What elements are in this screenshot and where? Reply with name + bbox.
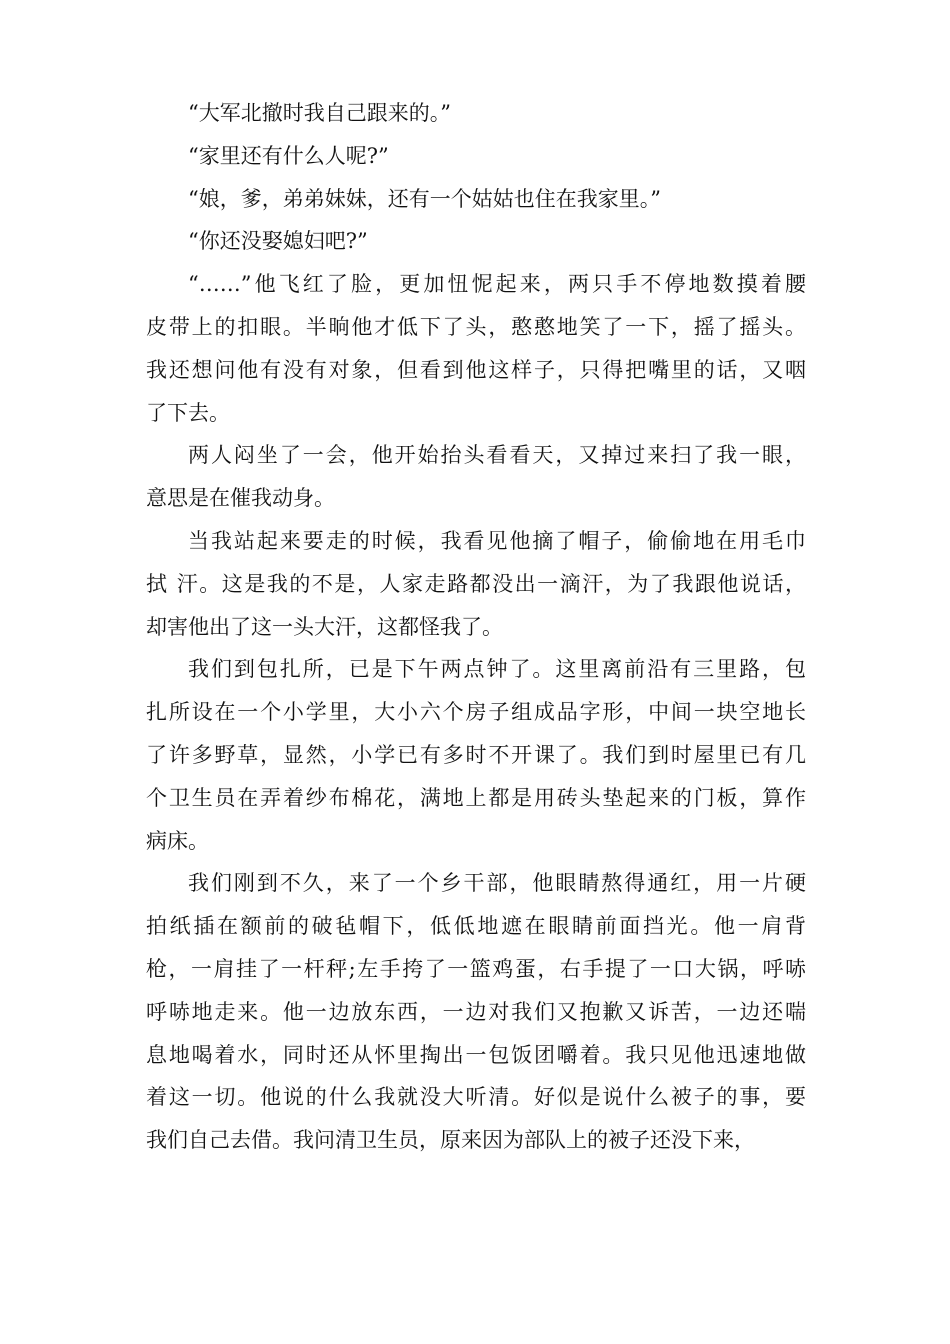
text-line: 着这一切。他说的什么我就没大听清。好似是说什么被子的事，要 xyxy=(146,1085,806,1110)
text-line: 我还想问他有没有对象，但看到他这样子，只得把嘴里的话，又咽 xyxy=(146,357,806,382)
text-line: 我们到包扎所，已是下午两点钟了。这里离前沿有三里路，包 xyxy=(188,657,806,682)
paragraph xyxy=(146,648,806,862)
text-line: 我们自己去借。我问清卫生员，原来因为部队上的被子还没下来， xyxy=(146,1128,755,1153)
text-line: 个卫生员在弄着纱布棉花，满地上都是用砖头垫起来的门板，算作 xyxy=(146,785,806,810)
text-line: 皮带上的扣眼。半晌他才低下了头，憨憨地笑了一下，摇了摇头。 xyxy=(146,314,806,339)
text-line: 拭 汗。这是我的不是，人家走路都没出一滴汗，为了我跟他说话， xyxy=(146,571,806,596)
paragraph xyxy=(146,135,806,178)
text-line: 两人闷坐了一会，他开始抬头看看天，又掉过来扫了我一眼， xyxy=(188,443,806,468)
body-text xyxy=(146,92,806,1162)
text-line: 息地喝着水，同时还从怀里掏出一包饭团嚼着。我只见他迅速地做 xyxy=(146,1042,806,1067)
text-line: “家里还有什么人呢?” xyxy=(188,143,389,168)
text-line: 扎所设在一个小学里，大小六个房子组成品字形，中间一块空地长 xyxy=(146,700,806,725)
paragraph xyxy=(146,220,806,263)
text-line: “……”他飞红了脸，更加忸怩起来，两只手不停地数摸着腰 xyxy=(188,272,806,297)
paragraph xyxy=(146,862,806,1162)
text-line: “大军北撤时我自己跟来的。” xyxy=(188,101,451,125)
paragraph xyxy=(146,92,806,135)
text-line: 却害他出了这一头大汗，这都怪我了。 xyxy=(146,614,503,639)
text-line: 枪，一肩挂了一杆秤;左手挎了一篮鸡蛋，右手提了一口大锅，呼哧 xyxy=(146,956,806,981)
text-line: 拍纸插在额前的破毡帽下，低低地遮在眼睛前面挡光。他一肩背 xyxy=(146,914,806,939)
text-line: “你还没娶媳妇吧?” xyxy=(188,229,368,254)
text-line: “娘，爹，弟弟妹妹，还有一个姑姑也住在我家里。” xyxy=(188,186,661,211)
text-line: 我们刚到不久，来了一个乡干部，他眼睛熬得通红，用一片硬 xyxy=(188,871,806,896)
text-line: 病床。 xyxy=(146,828,209,853)
paragraph xyxy=(146,520,806,648)
text-line: 呼哧地走来。他一边放东西，一边对我们又抱歉又诉苦，一边还喘 xyxy=(146,999,806,1024)
text-line: 了许多野草，显然，小学已有多时不开课了。我们到时屋里已有几 xyxy=(146,742,806,767)
text-line: 了下去。 xyxy=(146,400,230,425)
text-line: 当我站起来要走的时候，我看见他摘了帽子，偷偷地在用毛巾 xyxy=(188,528,806,553)
paragraph xyxy=(146,178,806,221)
text-line: 意思是在催我动身。 xyxy=(146,486,335,511)
paragraph xyxy=(146,263,806,434)
paragraph xyxy=(146,434,806,520)
